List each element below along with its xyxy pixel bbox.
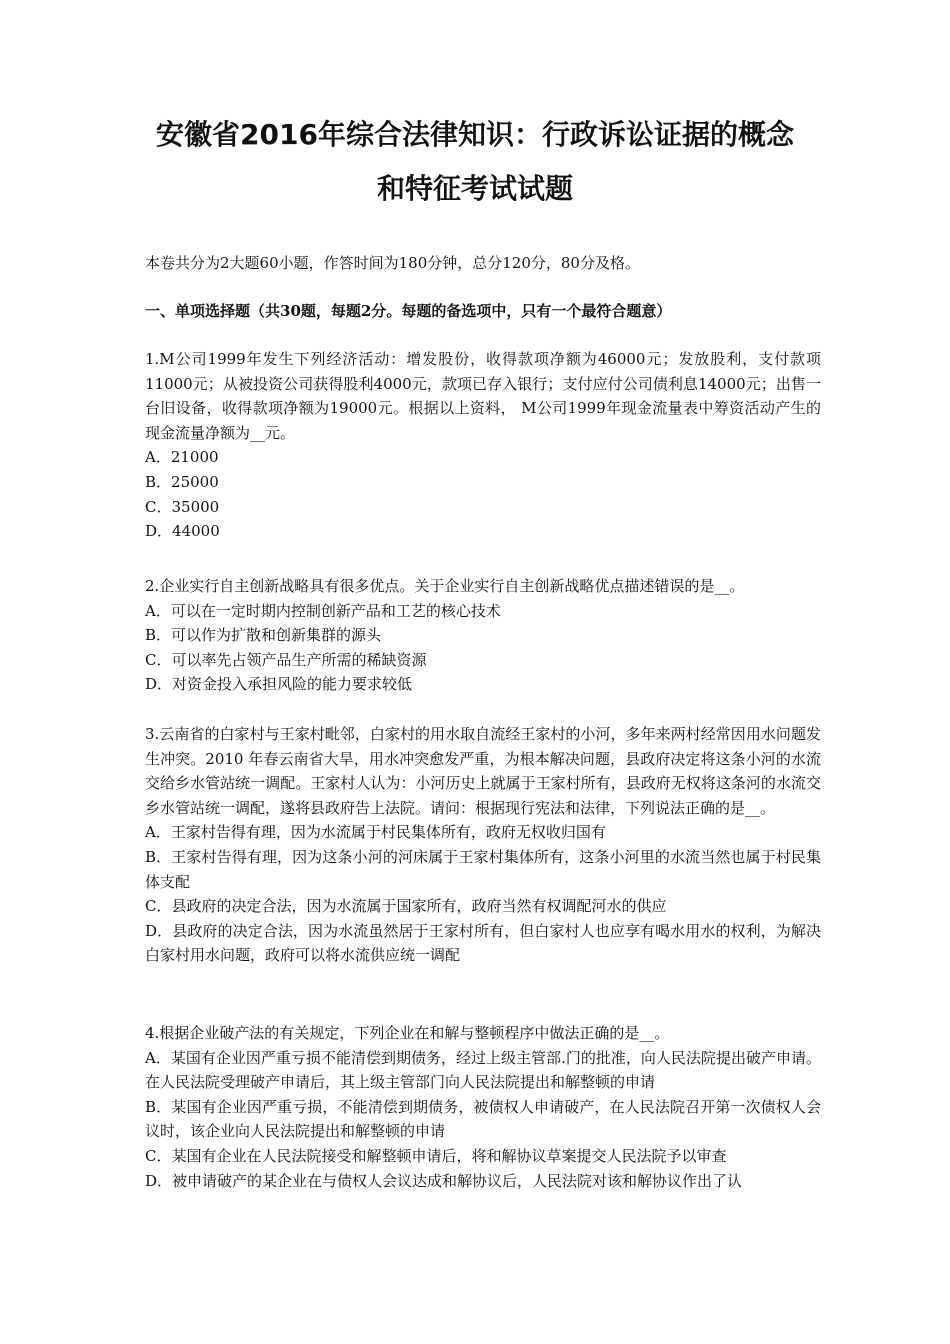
option-d: D．被申请破产的某企业在与债权人会议达成和解协议后，人民法院对该和解协议作出了认 — [145, 1171, 743, 1190]
option-a: A．可以在一定时期内控制创新产品和工艺的核心技术 — [145, 601, 501, 620]
option-c: C．某国有企业在人民法院接受和解整顿申请后，将和解协议草案提交人民法院予以审查 — [145, 1146, 727, 1165]
document-title-line2: 和特征考试试题 — [376, 172, 573, 205]
option-c: C．县政府的决定合法，因为水流属于国家所有，政府当然有权调配河水的供应 — [145, 897, 667, 916]
question-stem: 1.M公司1999年发生下列经济活动：增发股份，收得款项净额为46000元；发放股利，支付款项 11000元；从被投资公司获得股利4000元，款项已存入银行；支付应付公司债利息14000元；出售一台旧设备，收得款项净额为19000元。根据以上资料， M公司1999年现金流量表中筹资活动产生的现金流量净额为__元。 — [145, 350, 821, 442]
option-d: D．县政府的决定合法，因为水流虽然居于王家村所有，但白家村人也应享有喝水用水的权利，为解决白家村用水问题，政府可以将水流供应统一调配 — [145, 921, 821, 965]
section-heading: 一、单项选择题（共30题，每题2分。每题的备选项中，只有一个最符合题意） — [145, 302, 672, 320]
question-stem: 4.根据企业破产法的有关规定，下列企业在和解与整顿程序中做法正确的是__。 — [145, 1024, 670, 1042]
option-b: B．可以作为扩散和创新集群的源头 — [145, 626, 382, 645]
option-list — [145, 1046, 821, 1194]
exam-intro: 本卷共分为2大题60小题，作答时间为180分钟，总分120分，80分及格。 — [145, 254, 640, 272]
question-3 — [145, 722, 821, 968]
option-list — [145, 820, 821, 968]
option-b: B．25000 — [145, 472, 219, 491]
question-stem: 3.云南省的白家村与王家村毗邻，白家村的用水取自流经王家村的小河，多年来两村经常因用水问题发生冲突。2010 年春云南省大旱，用水冲突愈发严重，为根本解决问题，县政府决定将这条小河的水流交给乡水管站统一调配。王家村人认为：小河历史上就属于王家村所有，县政府无权将这条河的水流交乡水管站统一调配，遂将县政府告上法院。请问：根据现行宪法和法律，下列说法正确的是__。 — [145, 725, 821, 817]
option-b: B．某国有企业因严重亏损，不能清偿到期债务，被债权人申请破产，在人民法院召开第一次债权人会议时，该企业向人民法院提出和解整顿的申请 — [145, 1097, 821, 1141]
question-stem: 2.企业实行自主创新战略具有很多优点。关于企业实行自主创新战略优点描述错误的是__。 — [145, 577, 745, 595]
option-a: A．王家村告得有理，因为水流属于村民集体所有，政府无权收归国有 — [145, 823, 606, 842]
question-2 — [145, 574, 821, 697]
option-c: C．35000 — [145, 497, 220, 516]
option-c: C．可以率先占领产品生产所需的稀缺资源 — [145, 650, 427, 669]
option-list — [145, 599, 821, 697]
option-d: D．44000 — [145, 522, 220, 541]
question-1 — [145, 347, 821, 544]
question-4 — [145, 1021, 821, 1193]
option-list — [145, 445, 821, 543]
document-title-line1: 安徽省2016年综合法律知识：行政诉讼证据的概念 — [156, 118, 794, 151]
option-a: A．某国有企业因严重亏损不能清偿到期债务，经过上级主管部.门的批准，向人民法院提出破产申请。在人民法院受理破产申请后，其上级主管部门向人民法院提出和解整顿的申请 — [145, 1048, 821, 1092]
option-b: B．王家村告得有理，因为这条小河的河床属于王家村集体所有，这条小河里的水流当然也属于村民集体支配 — [145, 847, 821, 891]
option-a: A．21000 — [145, 448, 219, 467]
option-d: D．对资金投入承担风险的能力要求较低 — [145, 675, 413, 694]
